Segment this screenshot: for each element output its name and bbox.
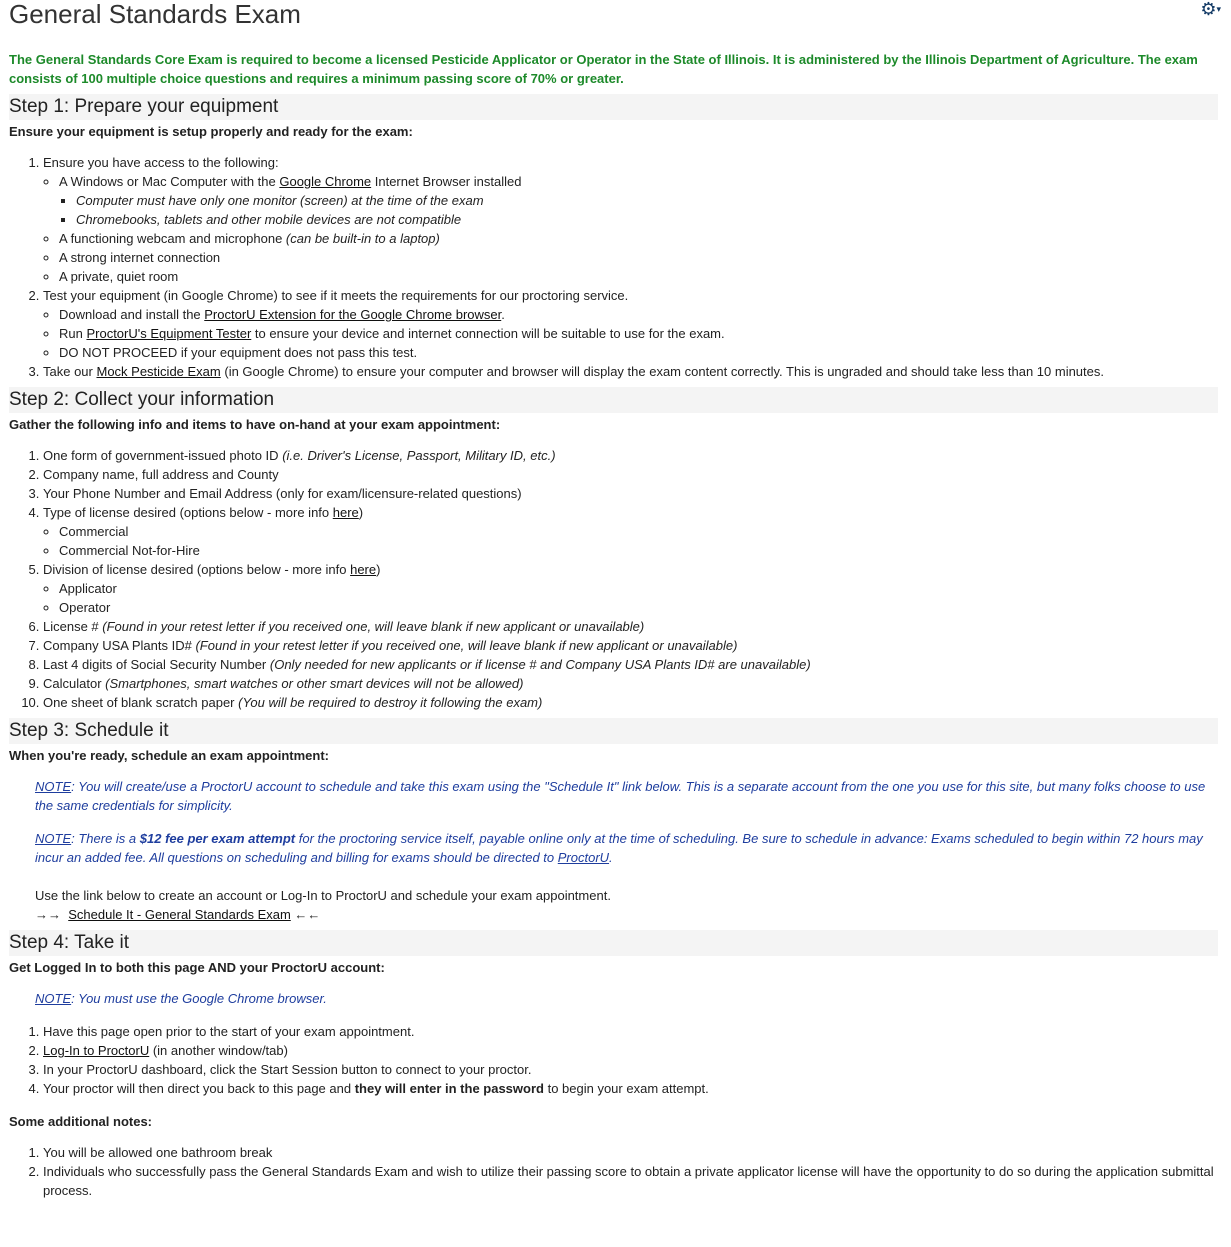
list-item: ◦ Run ProctorU's Equipment Tester to ensure your device and internet connection will be suitable to use for the exam. [59, 324, 1218, 343]
step3-header [9, 718, 1218, 744]
list-item: ◦ DO NOT PROCEED if your equipment does not pass this test. [59, 343, 1218, 362]
list-item: 1. Ensure you have access to the following: ◦ A Windows or Mac Computer with the Google Chrome Internet Browser installed ▪ Computer must have only one monitor (screen) at the time of the exam ▪ Chromebooks, tablets and other mobile devices are not compatible ◦ A functioning webcam and microphone (can be built-in to a laptop) ◦ A strong internet connection ◦ A private, quiet room [43, 153, 1218, 286]
note-link[interactable]: NOTE [35, 779, 72, 794]
step1-subheading: Ensure your equipment is setup properly and ready for the exam: [9, 124, 413, 139]
step1-heading: Step 1: Prepare your equipment [9, 96, 279, 117]
list-item: 4. Your proctor will then direct you back to this page and they will enter in the password to begin your exam attempt. [43, 1079, 1218, 1098]
note-link[interactable]: NOTE [35, 991, 72, 1006]
intro-text: The General Standards Core Exam is required to become a licensed Pesticide Applicator or Operator in the State of Illinois. It is administered by the Illinois Department of Agriculture. The exam consists of 100 multiple choice questions and requires a minimum passing score of 70% or greater. [9, 52, 1198, 86]
list-item: 8. Last 4 digits of Social Security Number (Only needed for new applicants or if license # and Company USA Plants ID# are unavailable) [43, 655, 1218, 674]
step4-subheading: Get Logged In to both this page AND your ProctorU account: [9, 960, 385, 975]
license-division-info-link[interactable]: here [350, 562, 377, 577]
list-item: 7. Company USA Plants ID# (Found in your retest letter if you received one, will leave blank if new applicant or unavailable) [43, 636, 1218, 655]
gear-icon: ⚙ [1200, 0, 1217, 19]
list-item: 2. Individuals who successfully pass the General Standards Exam and wish to utilize their passing score to obtain a private applicator license will have the opportunity to do so during the application submittal process. [43, 1162, 1218, 1200]
list-item: 3. Take our Mock Pesticide Exam (in Google Chrome) to ensure your computer and browser will display the exam content correctly. This is ungraded and should take less than 10 minutes. [43, 362, 1218, 381]
proctoru-link[interactable]: ProctorU [557, 850, 610, 865]
list-item: ◦ Commercial [59, 522, 1218, 541]
additional-notes-list [9, 1143, 1218, 1200]
equipment-tester-link[interactable]: ProctorU's Equipment Tester [86, 326, 252, 341]
chevron-down-icon: ▾ [1216, 4, 1221, 14]
list-item: ◦ Operator [59, 598, 1218, 617]
list-item: 4. Type of license desired (options below - more info here) ◦ Commercial ◦ Commercial Not-for-Hire [43, 503, 1218, 560]
schedule-link-row [35, 905, 1218, 924]
list-item: 5. Division of license desired (options below - more info here) ◦ Applicator ◦ Operator [43, 560, 1218, 617]
list-item: ◦ A strong internet connection [59, 248, 1218, 267]
license-type-info-link[interactable]: here [332, 505, 359, 520]
step2-header [9, 387, 1218, 413]
list-item: 1. Have this page open prior to the start of your exam appointment. [43, 1022, 1218, 1041]
list-item: ◦ Commercial Not-for-Hire [59, 541, 1218, 560]
arrow-right-icon: →→ [35, 907, 61, 922]
list-item: 3. Your Phone Number and Email Address (only for exam/licensure-related questions) [43, 484, 1218, 503]
proctoru-extension-link[interactable]: ProctorU Extension for the Google Chrome browser [204, 307, 502, 322]
step4-header [9, 930, 1218, 956]
step4-heading: Step 4: Take it [9, 932, 130, 953]
list-item: ◦ A functioning webcam and microphone (can be built-in to a laptop) [59, 229, 1218, 248]
list-item: 6. License # (Found in your retest letter if you received one, will leave blank if new applicant or unavailable) [43, 617, 1218, 636]
step3-heading: Step 3: Schedule it [9, 720, 169, 741]
step1-header [9, 94, 1218, 120]
note-link[interactable]: NOTE [35, 831, 72, 846]
step1-list [9, 153, 1218, 381]
list-item: ▪ Computer must have only one monitor (screen) at the time of the exam [76, 191, 1218, 210]
list-item: ◦ A private, quiet room [59, 267, 1218, 286]
proctoru-login-link[interactable]: Log-In to ProctorU [43, 1043, 150, 1058]
step2-subheading: Gather the following info and items to have on-hand at your exam appointment: [9, 417, 501, 432]
list-item: ◦ A Windows or Mac Computer with the Google Chrome Internet Browser installed ▪ Computer must have only one monitor (screen) at the time of the exam ▪ Chromebooks, tablets and other mobile devices are not compatible [59, 172, 1218, 229]
step2-list [9, 446, 1218, 712]
list-item: 2. Log-In to ProctorU (in another window/tab) [43, 1041, 1218, 1060]
list-item: ▪ Chromebooks, tablets and other mobile devices are not compatible [76, 210, 1218, 229]
list-item: ◦ Download and install the ProctorU Extension for the Google Chrome browser. [59, 305, 1218, 324]
list-item: 9. Calculator (Smartphones, smart watches or other smart devices will not be allowed) [43, 674, 1218, 693]
step2-heading: Step 2: Collect your information [9, 389, 275, 410]
step4-note: NOTE: You must use the Google Chrome browser. [35, 991, 327, 1006]
gear-menu-button[interactable] [1200, 0, 1221, 19]
list-item: ◦ Applicator [59, 579, 1218, 598]
step3-note-fee: NOTE: There is a $12 fee per exam attempt for the proctoring service itself, payable online only at the time of scheduling. Be sure to schedule in advance: Exams scheduled to begin within 72 hours may incur an added fee. All questions on scheduling and billing for exams should be directed to ProctorU. [35, 831, 1203, 865]
step3-note-account: NOTE: You will create/use a ProctorU account to schedule and take this exam using the "Schedule It" link below. This is a separate account from the one you use for this site, but many folks choose to use the same credentials for simplicity. [35, 779, 1206, 813]
schedule-instructions: Use the link below to create an account or Log-In to ProctorU and schedule your exam appointment. [35, 888, 611, 903]
step3-subheading: When you're ready, schedule an exam appointment: [9, 748, 329, 763]
additional-notes-heading: Some additional notes: [9, 1114, 153, 1129]
list-item: 2. Test your equipment (in Google Chrome) to see if it meets the requirements for our proctoring service. ◦ Download and install the ProctorU Extension for the Google Chrome browser. ◦ Run ProctorU's Equipment Tester to ensure your device and internet connection will be suitable to use for the exam. ◦ DO NOT PROCEED if your equipment does not pass this test. [43, 286, 1218, 362]
google-chrome-link[interactable]: Google Chrome [279, 174, 372, 189]
list-item: 2. Company name, full address and County [43, 465, 1218, 484]
list-item: 1. You will be allowed one bathroom break [43, 1143, 1218, 1162]
arrow-left-icon: ←← [294, 907, 321, 922]
list-item: 3. In your ProctorU dashboard, click the Start Session button to connect to your proctor. [43, 1060, 1218, 1079]
list-item: 10. One sheet of blank scratch paper (You will be required to destroy it following the exam) [43, 693, 1218, 712]
step4-list [9, 1022, 1218, 1098]
mock-exam-link[interactable]: Mock Pesticide Exam [96, 364, 221, 379]
list-item: 1. One form of government-issued photo ID (i.e. Driver's License, Passport, Military ID, etc.) [43, 446, 1218, 465]
page-title: General Standards Exam [9, 0, 301, 29]
schedule-it-link[interactable]: Schedule It - General Standards Exam [68, 907, 291, 922]
